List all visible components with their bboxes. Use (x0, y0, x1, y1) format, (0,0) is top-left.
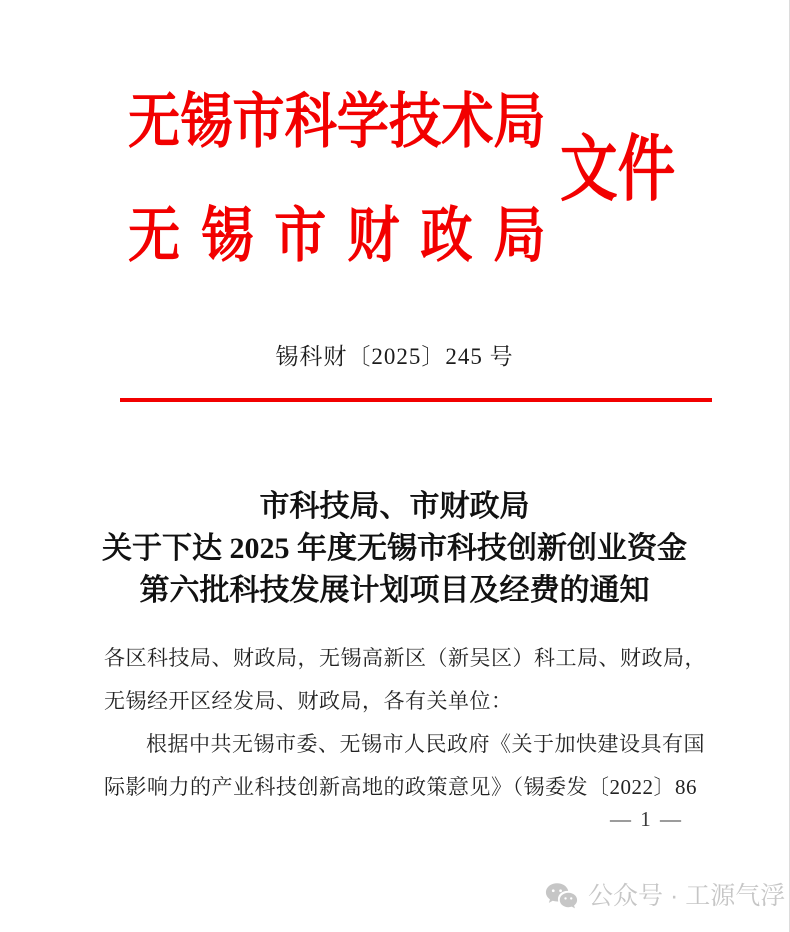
watermark-text: 公众号 · 工源气浮 (588, 882, 786, 910)
watermark (545, 880, 785, 912)
document-body (104, 637, 710, 809)
body-line: 际影响力的产业科技创新高地的政策意见》（锡委发〔2022〕86 (104, 775, 697, 799)
document-title-line-1: 市科技局、市财政局 (259, 490, 530, 523)
body-line: 无锡经开区经发局、财政局，各有关单位： (104, 689, 513, 713)
letterhead-agency-2: 无锡市财政局 (128, 203, 567, 269)
document-title-line-2: 关于下达 2025 年度无锡市科技创新创业资金 (102, 532, 687, 565)
page-number: — 1 — (610, 807, 683, 831)
body-line: 根据中共无锡市委、无锡市人民政府《关于加快建设具有国 (146, 732, 705, 756)
document-reference-number: 锡科财〔2025〕245 号 (275, 344, 514, 369)
letterhead-doc-type-label: 文件 (560, 130, 676, 210)
wechat-icon (545, 882, 578, 911)
red-separator-line (120, 398, 712, 402)
document-title (0, 486, 789, 612)
body-line: 各区科技局、财政局，无锡高新区（新吴区）科工局、财政局， (104, 646, 706, 670)
document-title-line-3: 第六批科技发展计划项目及经费的通知 (139, 574, 650, 607)
letterhead-agency-1: 无锡市科学技术局 (128, 89, 546, 155)
